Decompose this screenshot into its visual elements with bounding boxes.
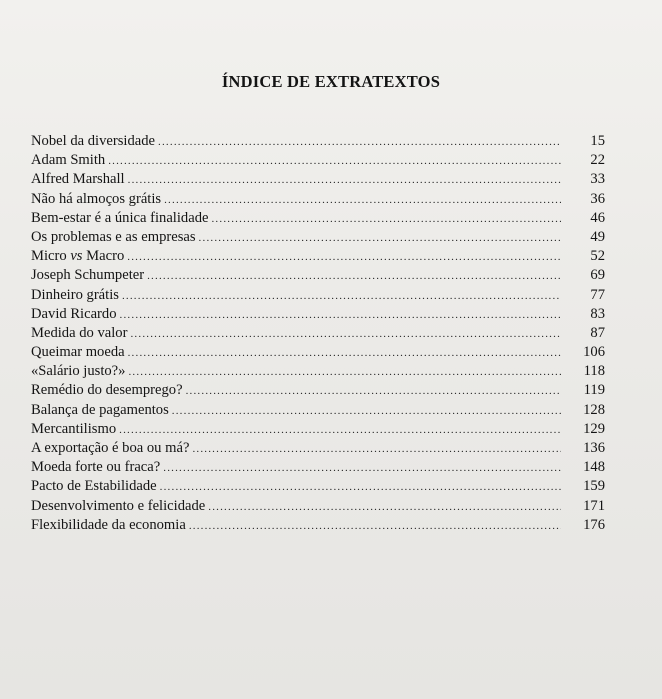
toc-entry-page: 49 xyxy=(590,228,605,245)
toc-entry xyxy=(31,305,605,324)
toc-entry-page: 136 xyxy=(583,440,605,456)
toc-entry-label: Mercantilismo xyxy=(31,420,117,437)
page-title: ÍNDICE DE EXTRATEXTOS xyxy=(221,72,441,91)
toc-entry xyxy=(31,228,605,247)
toc-entry xyxy=(31,247,605,266)
toc-entry-page: 46 xyxy=(590,209,605,226)
toc-entry-label: Queimar moeda xyxy=(31,344,125,361)
label-italic-part: vs xyxy=(70,248,83,265)
toc-entry-page: 33 xyxy=(590,171,605,188)
dot-leader xyxy=(164,191,561,210)
toc-entry-page: 83 xyxy=(590,305,605,322)
toc-entry-page: 119 xyxy=(583,382,605,399)
toc-entry-page: 176 xyxy=(583,516,605,533)
toc-entry xyxy=(31,477,605,496)
toc-entry-label: Dinheiro grátis xyxy=(31,286,119,303)
toc-entry-label: Moeda forte ou fraca? xyxy=(31,459,161,476)
dot-leader xyxy=(128,171,561,190)
toc-entry-page: 77 xyxy=(590,286,605,303)
dot-leader xyxy=(108,152,561,171)
label-part: Micro xyxy=(31,248,71,265)
toc-entry-label: Joseph Schumpeter xyxy=(31,267,145,284)
toc-entry-page: 118 xyxy=(583,363,605,380)
dot-leader xyxy=(189,517,561,536)
dot-leader xyxy=(127,248,561,267)
toc-entry xyxy=(31,420,605,439)
toc-entry-label: A exportação é boa ou má? xyxy=(31,440,190,456)
toc-entry-label: Flexibilidade da economia xyxy=(31,516,186,533)
toc-entry-label: Adam Smith xyxy=(31,152,106,169)
toc-entry-label xyxy=(31,247,124,266)
toc-entry-label: Não há almoços grátis xyxy=(31,190,162,207)
toc-entry xyxy=(31,151,605,170)
toc-entry-label: Alfred Marshall xyxy=(31,171,125,188)
toc-entry-page: 22 xyxy=(590,152,605,169)
toc-entry-label: Remédio do desemprego? xyxy=(31,382,183,399)
toc-entry-page: 52 xyxy=(590,248,605,265)
toc-entry xyxy=(31,343,605,362)
dot-leader xyxy=(130,325,561,344)
dot-leader xyxy=(158,133,561,152)
toc-entry xyxy=(31,286,605,305)
toc-entry xyxy=(31,190,605,209)
dot-leader xyxy=(160,478,561,497)
toc-entry xyxy=(31,209,605,228)
dot-leader xyxy=(208,498,561,517)
toc-list xyxy=(31,132,605,535)
dot-leader xyxy=(163,459,561,478)
toc-entry xyxy=(31,132,605,151)
dot-leader xyxy=(211,210,561,229)
toc-entry-page: 148 xyxy=(583,459,605,476)
dot-leader xyxy=(128,363,561,382)
dot-leader xyxy=(147,267,561,286)
toc-entry-label: Pacto de Estabilidade xyxy=(31,478,157,495)
toc-entry-label: Desenvolvimento e felicidade xyxy=(31,497,206,514)
toc-entry-page: 69 xyxy=(590,267,605,284)
toc-entry-label: David Ricardo xyxy=(31,305,117,322)
toc-entry-label: Medida do valor xyxy=(31,324,128,341)
dot-leader xyxy=(119,421,561,440)
toc-entry-page: 106 xyxy=(583,344,605,361)
toc-entry xyxy=(31,458,605,477)
toc-entry xyxy=(31,516,605,535)
dot-leader xyxy=(172,402,561,421)
toc-entry-label: Bem-estar é a única finalidade xyxy=(31,209,209,226)
toc-entry xyxy=(31,497,605,516)
toc-entry-page: 129 xyxy=(583,420,605,437)
toc-entry-page: 87 xyxy=(590,324,605,341)
toc-entry xyxy=(31,401,605,420)
dot-leader xyxy=(199,229,561,248)
toc-entry-page: 36 xyxy=(590,190,605,207)
dot-leader xyxy=(128,344,561,363)
toc-entry xyxy=(31,439,605,458)
toc-entry-label: Os problemas e as empresas xyxy=(31,228,196,245)
toc-entry-label: Nobel da diversidade xyxy=(31,133,156,149)
toc-entry-label: «Salário justo?» xyxy=(31,363,126,380)
toc-entry-label: Balança de pagamentos xyxy=(31,401,169,418)
dot-leader xyxy=(186,382,561,401)
toc-entry xyxy=(31,324,605,343)
toc-entry xyxy=(31,362,605,381)
toc-entry-page: 171 xyxy=(583,497,605,514)
dot-leader xyxy=(192,440,561,459)
toc-entry-page: 159 xyxy=(583,478,605,495)
toc-entry xyxy=(31,381,605,400)
toc-entry-page: 15 xyxy=(590,133,605,149)
toc-entry xyxy=(31,266,605,285)
toc-entry xyxy=(31,170,605,189)
toc-entry-page: 128 xyxy=(583,401,605,418)
dot-leader xyxy=(122,287,561,306)
dot-leader xyxy=(120,306,561,325)
label-part: Macro xyxy=(82,248,125,265)
